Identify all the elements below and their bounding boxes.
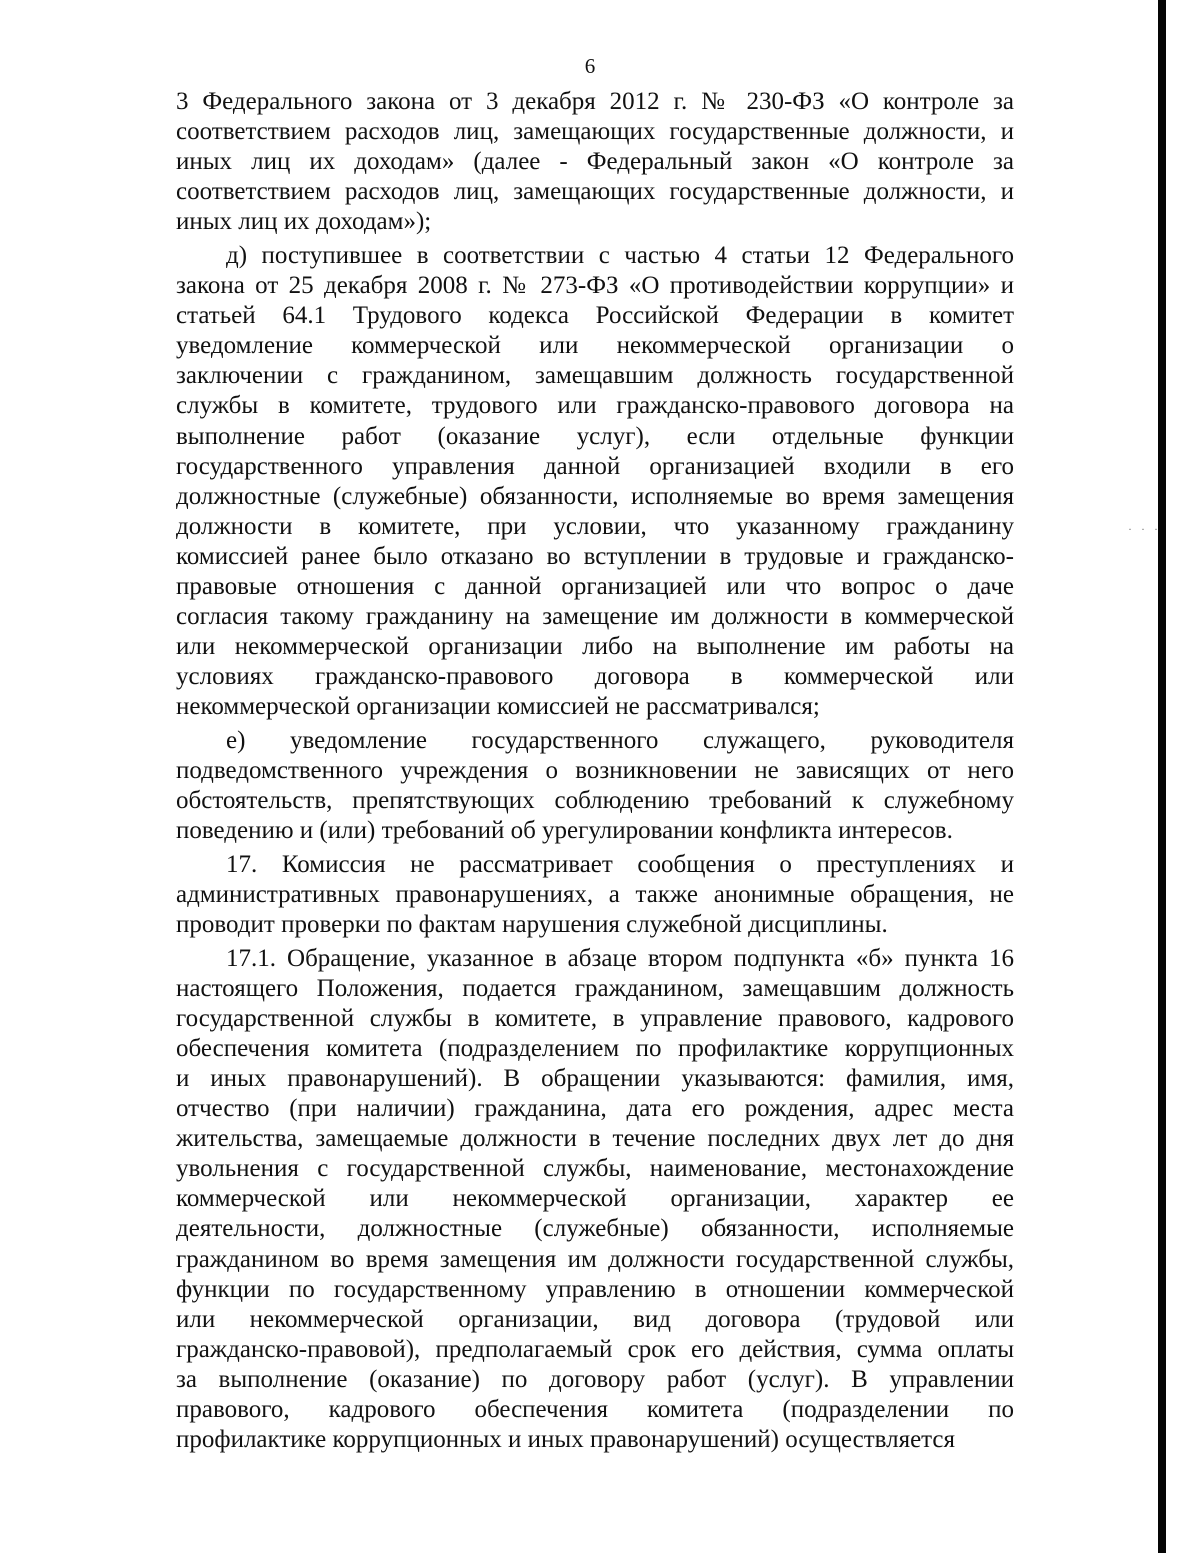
text-line: иных лиц их доходам»); (176, 208, 432, 236)
paragraph (176, 726, 1014, 846)
text-line: жительства, замещаемые должности в течение последних двух лет до дня (176, 1125, 1014, 1153)
text-line: или некоммерческой организации либо на выполнение им работы на (176, 633, 1014, 661)
text-line: некоммерческой организации комиссией не рассматривался; (176, 693, 820, 721)
scan-edge-shadow (1158, 0, 1166, 1553)
text-line: увольнения с государственной службы, наименование, местонахождение (176, 1155, 1014, 1183)
text-line: 3 Федерального закона от 3 декабря 2012 г. № 230-ФЗ «О контроле за (176, 88, 1014, 115)
text-line: гражданско-правовой), предполагаемый срок его действия, сумма оплаты (176, 1335, 1014, 1363)
text-line: функции по государственному управлению в отношении коммерческой (176, 1275, 1014, 1303)
scan-noise-marks: · · · (1128, 522, 1161, 536)
text-line: обстоятельств, препятствующих соблюдению требований к служебному (176, 787, 1014, 815)
text-line: государственного управления данной организацией входили в его (176, 452, 1014, 480)
text-line: гражданином во время замещения им должности государственной службы, (176, 1245, 1014, 1273)
text-line: закона от 25 декабря 2008 г. № 273-ФЗ «О противодействии коррупции» и (176, 272, 1014, 300)
text-line: государственной службы в комитете, в управление правового, кадрового (176, 1004, 1014, 1032)
text-line: отчество (при наличии) гражданина, дата его рождения, адрес места (176, 1095, 1014, 1123)
text-line: подведомственного учреждения о возникновении не зависящих от него (176, 757, 1014, 785)
text-line: 17. Комиссия не рассматривает сообщения о преступлениях и (226, 850, 1014, 878)
text-line: правовые отношения с данной организацией или что вопрос о даче (176, 573, 1014, 600)
text-line: коммерческой или некоммерческой организации, характер ее (176, 1185, 1014, 1213)
paragraph (176, 87, 1014, 237)
text-line: соответствием расходов лиц, замещающих государственные должности, и (176, 178, 1014, 206)
text-line: поведению и (или) требований об урегулировании конфликта интересов. (176, 817, 953, 845)
text-line: иных лиц их доходам» (далее - Федеральный закон «О контроле за (176, 148, 1014, 176)
text-line: обеспечения комитета (подразделением по профилактике коррупционных (176, 1034, 1014, 1062)
text-line: административных правонарушениях, а также анонимные обращения, не (176, 880, 1014, 908)
text-line: профилактике коррупционных и иных правонарушений) осуществляется (176, 1426, 956, 1454)
text-line: 17.1. Обращение, указанное в абзаце втором подпункта «б» пункта 16 (226, 944, 1014, 972)
text-line: е) уведомление государственного служащего, руководителя (226, 726, 1014, 754)
text-line: статьей 64.1 Трудового кодекса Российской Федерации в комитет (176, 302, 1014, 330)
paragraph (176, 944, 1014, 1456)
paragraph (176, 241, 1014, 723)
text-line: заключении с гражданином, замещавшим должность государственной (176, 362, 1014, 390)
text-line: проводит проверки по фактам нарушения служебной дисциплины. (176, 911, 888, 939)
text-line: комиссией ранее было отказано во вступлении в трудовые и гражданско- (176, 542, 1014, 570)
text-line: выполнение работ (оказание услуг), если отдельные функции (176, 422, 1014, 450)
text-line: или некоммерческой организации, вид договора (трудовой или (176, 1305, 1014, 1333)
text-line: должности в комитете, при условии, что указанному гражданину (176, 512, 1014, 540)
text-line: правового, кадрового обеспечения комитета (подразделении по (176, 1396, 1014, 1424)
text-line: согласия такому гражданину на замещение им должности в коммерческой (176, 603, 1014, 631)
text-line: за выполнение (оказание) по договору работ (услуг). В управлении (176, 1365, 1014, 1393)
text-line: соответствием расходов лиц, замещающих государственные должности, и (176, 118, 1014, 146)
text-line: условиях гражданско-правового договора в коммерческой или (176, 663, 1014, 691)
document-body (176, 87, 1014, 1455)
text-line: должностные (служебные) обязанности, исполняемые во время замещения (176, 482, 1014, 510)
page-number: 6 (584, 54, 596, 78)
text-line: настоящего Положения, подается гражданином, замещавшим должность (176, 974, 1014, 1002)
text-line: и иных правонарушений). В обращении указываются: фамилия, имя, (176, 1065, 1014, 1092)
text-line: уведомление коммерческой или некоммерческой организации о (176, 332, 1014, 360)
text-line: д) поступившее в соответствии с частью 4 статьи 12 Федерального (226, 241, 1014, 269)
paragraph (176, 850, 1014, 940)
text-line: деятельности, должностные (служебные) обязанности, исполняемые (176, 1215, 1014, 1243)
text-line: службы в комитете, трудового или гражданско-правового договора на (176, 392, 1014, 420)
